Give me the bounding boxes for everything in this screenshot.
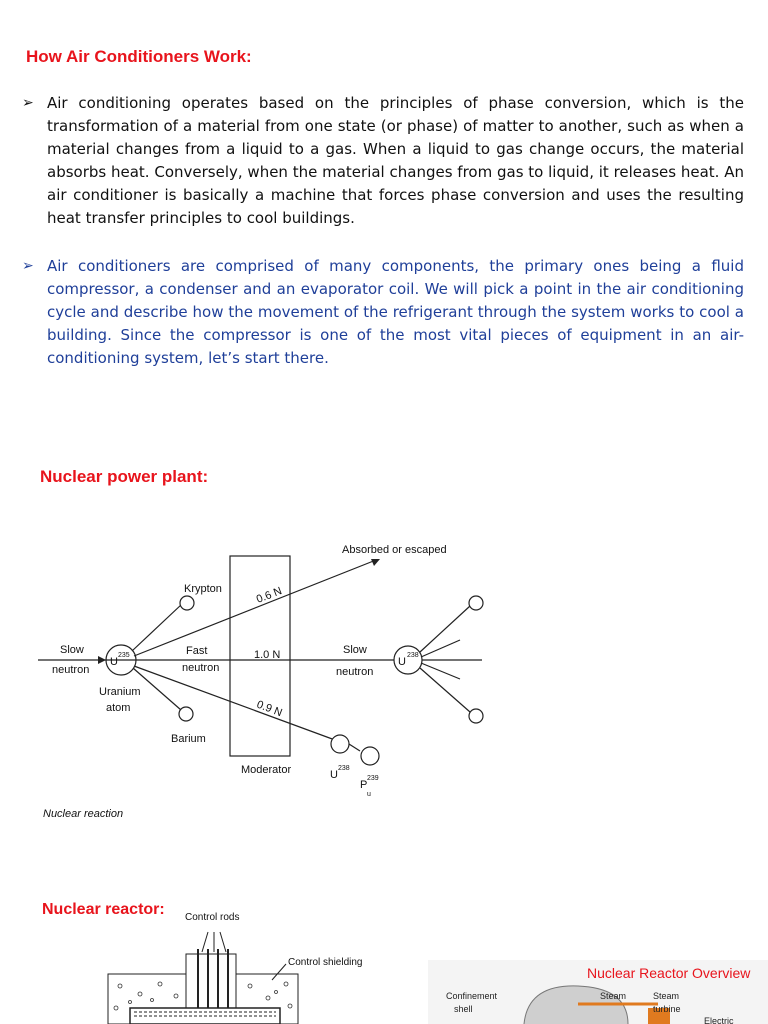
bullet-text: Air conditioners are comprised of many components, the primary ones being a fluid compressor, a condenser and an evaporator coil. We will pick a point in the air conditioning cycle and describe how the movement of the refrigerant through the system works to cool a building. Since the compressor is one of the most vital pieces of equipment in an air-conditioning system, let’s start there.: [47, 257, 744, 367]
krypton-particle: [180, 596, 194, 610]
u238-label: U: [330, 769, 338, 781]
u-sup-235: 235: [118, 652, 130, 659]
barium-particle: [179, 707, 193, 721]
absorbed-label: Absorbed or escaped: [342, 544, 447, 556]
steam-turbine-label-1: Steam: [653, 991, 680, 1001]
barium-label: Barium: [171, 733, 206, 745]
reactor-heading: Nuclear reactor:: [42, 901, 165, 918]
fast-label: Fast: [186, 645, 208, 657]
p-label: P: [360, 779, 368, 791]
reactor-diagram: [100, 904, 430, 1024]
ac-heading: How Air Conditioners Work:: [26, 47, 252, 66]
control-rods-label: Control rods: [185, 912, 240, 923]
arrow-bullet-icon: ➢: [22, 258, 34, 274]
control-shielding-label: Control shielding: [288, 957, 363, 968]
krypton-line: [132, 604, 182, 651]
electric-label: Electric: [704, 1016, 734, 1024]
ac-bullet-2: [22, 255, 744, 370]
arrow-bullet-icon: ➢: [22, 95, 34, 111]
n09-label: 0.9 N: [254, 698, 284, 720]
n10-label: 1.0 N: [254, 649, 281, 661]
overview-title: Nuclear Reactor Overview: [587, 965, 751, 981]
reactor-overview-diagram: [428, 960, 768, 1024]
uranium-label: Uranium: [99, 686, 141, 698]
neutron-label-right: neutron: [336, 666, 374, 678]
p-sup-239: 239: [367, 775, 379, 782]
p-sub-u: u: [367, 791, 371, 798]
fission-diagram: [0, 520, 768, 860]
u-sup-238-right: 238: [407, 652, 419, 659]
slow-label-right: Slow: [343, 644, 367, 656]
steam-turbine-label-2: turbine: [653, 1004, 681, 1014]
ac-bullet-1: [22, 92, 744, 230]
u-label: U: [110, 656, 118, 668]
absorbed-line: [134, 560, 376, 656]
u238-sup: 238: [338, 765, 350, 772]
pu239-particle: [361, 747, 379, 765]
confinement-label: Confinement: [446, 991, 498, 1001]
shell-label: shell: [454, 1004, 473, 1014]
neutron-label: neutron: [52, 664, 90, 676]
u238-particle: [331, 735, 349, 753]
diagram-caption: Nuclear reaction: [43, 808, 124, 820]
atom-label: atom: [106, 702, 131, 714]
n06-label: 0.6 N: [254, 585, 284, 606]
fast-neutron-label: neutron: [182, 662, 220, 674]
npp-heading: Nuclear power plant:: [40, 467, 209, 486]
bullet-text: Air conditioning operates based on the principles of phase conversion, which is the transformation of a material from one state (or phase) of matter to another, such as when a material changes from a liquid to a gas. When a liquid to gas change occurs, the material absorbs heat. Conversely, when the material changes from gas to liquid, it releases heat. An air conditioner is basically a machine that forces phase conversion and uses the resulting heat transfer principles to cool buildings.: [47, 94, 744, 227]
u238-line: [134, 666, 335, 740]
u-label-right: U: [398, 656, 406, 668]
krypton-label: Krypton: [184, 583, 222, 595]
moderator-label: Moderator: [241, 764, 292, 776]
steam-label: Steam: [600, 991, 627, 1001]
slow-label: Slow: [60, 644, 84, 656]
